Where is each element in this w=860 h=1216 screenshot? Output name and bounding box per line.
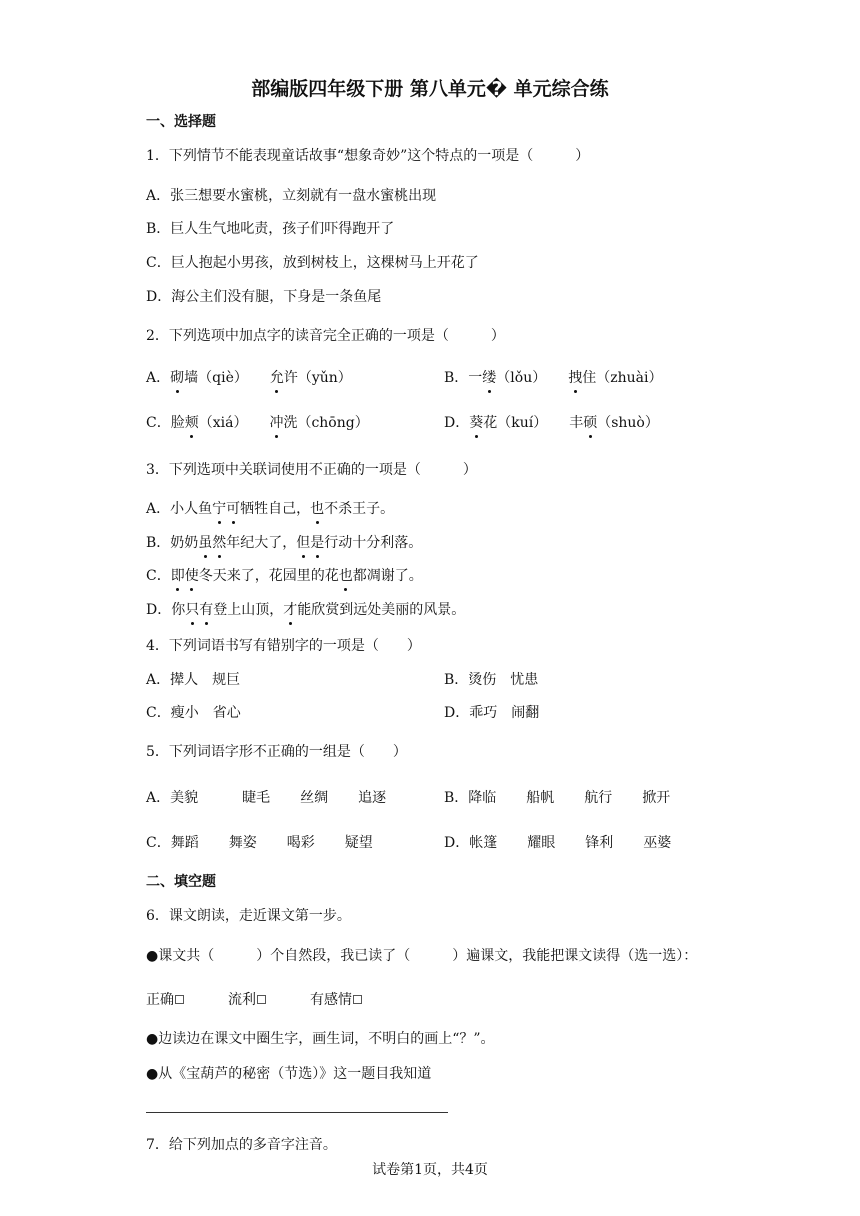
word: 航行 [584,790,613,806]
dotted-char: 宁 [212,501,227,517]
option-text: 能欣赏到远处美丽的风景。 [297,602,466,618]
word: 喝彩 [286,835,315,851]
answer-blank-line[interactable] [146,1112,448,1113]
dotted-char: 也 [338,568,353,584]
question-3-option-b [146,533,422,553]
option-text: 都凋谢了。 [352,568,423,584]
option-label: A． [146,370,171,386]
option-text: A．小人鱼 [146,501,213,517]
question-1-stem: 1．下列情节不能表现童话故事“想象奇妙”这个特点的一项是（ ） [146,148,590,164]
question-3-option-a [146,499,394,519]
question-1-option-b: B．巨人生气地叱责，孩子们吓得跑开了 [146,221,395,237]
checkbox-emotional[interactable] [353,995,362,1004]
dotted-char: 葵 [469,415,484,431]
question-5-option-b [444,788,670,808]
option-text: D．你 [146,602,186,618]
dotted-char: 冲 [269,415,284,431]
question-3-option-d [146,600,465,620]
dotted-char: 使 [184,568,199,584]
option-text: 牺牲自己， [240,501,311,517]
option-label: A． [146,790,171,806]
question-6-line-3: ●从《宝葫芦的秘密（节选）》这一题目我知道 [146,1066,432,1082]
option-label: C． [146,835,171,851]
question-2-option-b [444,368,662,388]
question-1-option-a: A．张三想要水蜜桃，立刻就有一盘水蜜桃出现 [146,188,437,204]
question-6-choices [146,990,362,1010]
option-text: 丰 [569,415,584,431]
checkbox-correct[interactable] [175,995,184,1004]
option-text: （lǒu） [496,370,547,386]
option-text: B．奶奶 [146,535,199,551]
option-text: （shuò） [597,415,659,431]
question-2-option-c [146,413,369,433]
option-text: 冬天来了，花园里的花 [198,568,339,584]
option-label: B． [444,370,469,386]
word: 丝绸 [300,790,329,806]
word: 睫毛 [242,790,271,806]
option-text: 一 [468,370,483,386]
dotted-char: 只 [185,602,200,618]
option-text: 登上山顶， [213,602,284,618]
option-label: D． [444,835,470,851]
dotted-char: 缕 [482,370,497,386]
word: 疑望 [344,835,373,851]
choice-correct: 正确 [146,992,174,1008]
word: 船帆 [526,790,555,806]
question-3-stem: 3．下列选项中关联词使用不正确的一项是（ ） [146,462,477,478]
section-heading-fill: 二、填空题 [146,874,216,890]
question-2-stem: 2．下列选项中加点字的读音完全正确的一项是（ ） [146,328,505,344]
option-text: 花（kuí） [483,415,548,431]
question-6-stem: 6．课文朗读，走近课文第一步。 [146,908,351,924]
word: 降临 [468,790,497,806]
dotted-char: 允 [269,370,284,386]
option-text: 墙（qiè） [184,370,248,386]
word: 帐篷 [469,835,498,851]
question-5-option-d [444,833,671,853]
choice-fluent: 流利 [228,992,256,1008]
question-4-option-d: D．乖巧 闹翻 [444,705,540,721]
page-footer: 试卷第1页，共4页 [372,1162,488,1178]
option-text: 行动十分利落。 [324,535,423,551]
dotted-char: 有 [199,602,214,618]
dotted-char: 硕 [583,415,598,431]
option-label: C． [146,415,171,431]
dotted-char: 拽 [568,370,583,386]
question-2-option-d [444,413,659,433]
question-4-option-b: B．烫伤 忧患 [444,672,539,688]
question-1-option-c: C．巨人抱起小男孩，放到树枝上，这棵树马上开花了 [146,255,479,271]
word: 舞姿 [228,835,257,851]
option-text: （xiá） [198,415,248,431]
word: 耀眼 [527,835,556,851]
question-5-option-a [146,788,386,808]
word: 追逐 [358,790,387,806]
word: 舞蹈 [170,835,199,851]
dotted-char: 颊 [184,415,199,431]
question-5-stem: 5．下列词语字形不正确的一组是（ ） [146,744,407,760]
question-1-option-d: D．海公主们没有腿，下身是一条鱼尾 [146,289,382,305]
dotted-char: 砌 [170,370,185,386]
choice-emotional: 有感情 [310,992,352,1008]
dotted-char: 才 [283,602,298,618]
option-text: 脸 [170,415,185,431]
option-text: 住（zhuài） [582,370,663,386]
question-5-option-c [146,833,373,853]
question-4-option-c: C．瘦小 省心 [146,705,241,721]
dotted-char: 可 [226,501,241,517]
option-text: 许（yǔn） [283,370,352,386]
dotted-char: 但 [296,535,311,551]
question-3-option-c [146,566,423,586]
checkbox-fluent[interactable] [257,995,266,1004]
question-4-stem: 4．下列词语书写有错别字的一项是（ ） [146,638,421,654]
option-label: D． [444,415,470,431]
dotted-char: 然 [212,535,227,551]
question-4-option-a: A．撵人 规巨 [146,672,241,688]
option-text: 洗（chōng） [283,415,369,431]
dotted-char: 是 [310,535,325,551]
question-7-stem: 7．给下列加点的多音字注音。 [146,1137,337,1153]
dotted-char: 虽 [198,535,213,551]
word: 美貌 [170,790,199,806]
question-6-line-1: ●课文共（ ）个自然段，我已读了（ ）遍课文，我能把课文读得（选一选）： [146,948,698,964]
option-text: 不杀王子。 [324,501,395,517]
word: 锋利 [585,835,614,851]
section-heading-choice: 一、选择题 [146,114,216,130]
word: 掀开 [642,790,671,806]
option-text: 年纪大了， [226,535,297,551]
page-title: 部编版四年级下册 第八单元� 单元综合练 [251,78,609,100]
word: 巫婆 [643,835,672,851]
question-6-line-2: ●边读边在课文中圈生字，画生词，不明白的画上“？”。 [146,1031,495,1047]
dotted-char: 即 [170,568,185,584]
question-2-option-a [146,368,352,388]
option-text: C． [146,568,171,584]
dotted-char: 也 [310,501,325,517]
option-label: B． [444,790,469,806]
